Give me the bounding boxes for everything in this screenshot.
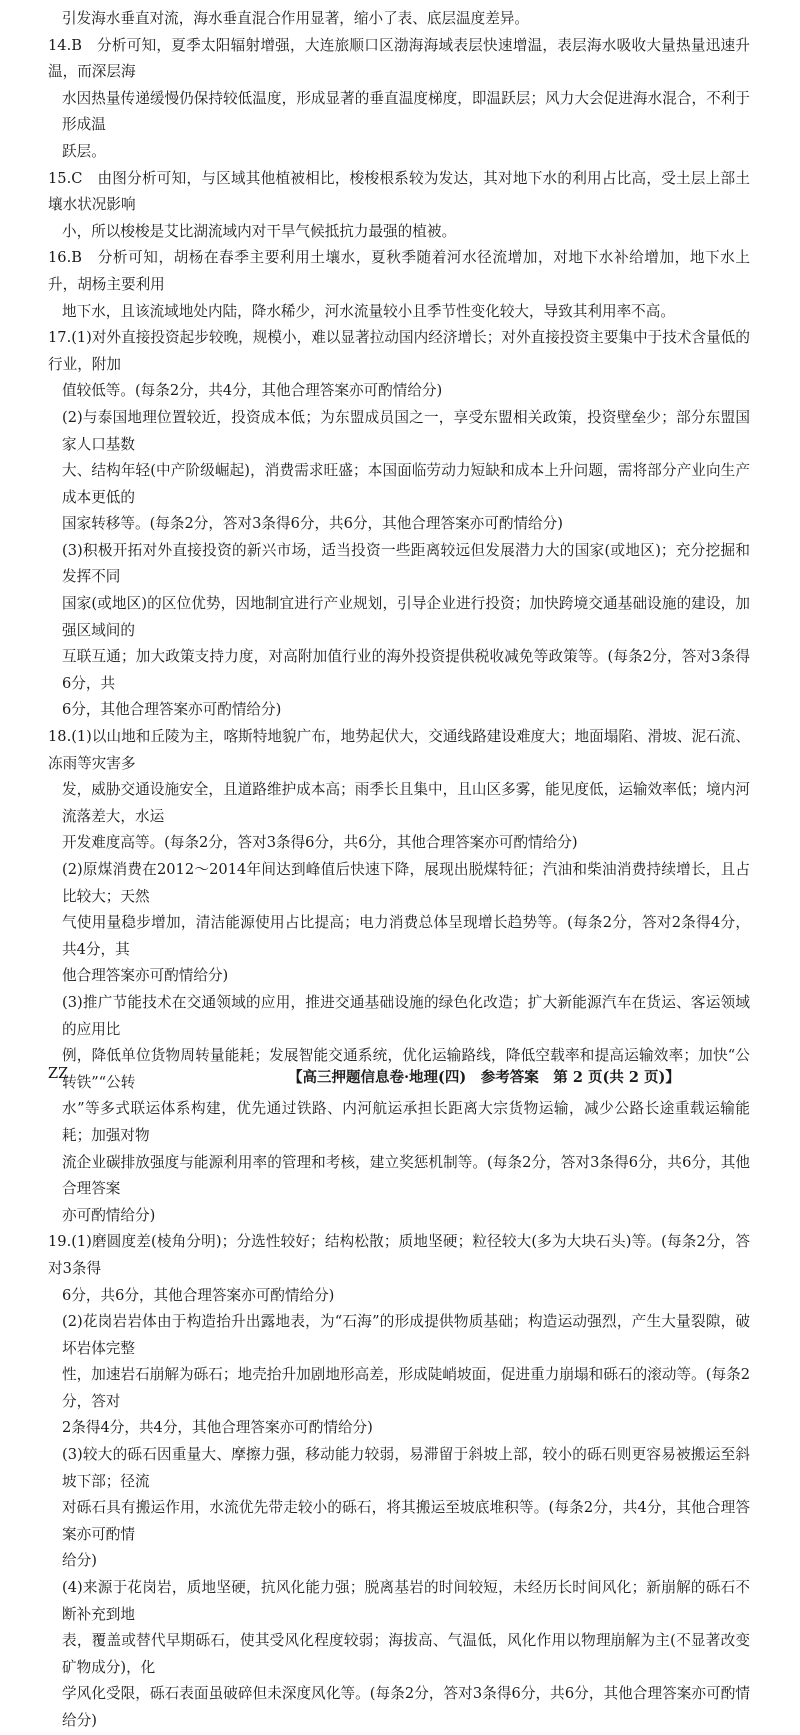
answer-line: 开发难度高等。(每条2分，答对3条得6分，共6分，其他合理答案亦可酌情给分) — [62, 834, 578, 852]
answer-line: 大、结构年轻(中产阶级崛起)，消费需求旺盛；本国面临劳动力短缺和成本上升问题，需将部分产业向生产成本更低的 — [62, 462, 750, 506]
answer-line: 跃层。 — [62, 142, 106, 160]
answer-line: 值较低等。(每条2分，共4分，其他合理答案亦可酌情给分) — [62, 382, 443, 400]
answer-line: 6分，其他合理答案亦可酌情给分) — [62, 701, 282, 719]
answer-line: 发，威胁交通设施安全，且道路维护成本高；雨季长且集中，且山区多雾，能见度低，运输效率低；境内河流落差大，水运 — [62, 781, 750, 825]
answer-line: 性，加速岩石崩解为砾石；地壳抬升加剧地形高差，形成陡峭坡面，促进重力崩塌和砾石的滚动等。(每条2分，答对 — [62, 1366, 750, 1410]
answer-line: 例，降低单位货物周转量能耗；发展智能交通系统，优化运输路线，降低空载率和提高运输效率；加快“公转铁”“公转 — [62, 1047, 750, 1091]
answer-line: 学风化受限，砾石表面虽破碎但未深度风化等。(每条2分，答对3条得6分，共6分，其他合理答案亦可酌情给分) — [62, 1685, 750, 1729]
answer-line: (2)与泰国地理位置较近，投资成本低；为东盟成员国之一，享受东盟相关政策，投资壁垒少；部分东盟国家人口基数 — [62, 408, 750, 453]
answer-line: 气使用量稳步增加，清洁能源使用占比提高；电力消费总体呈现增长趋势等。(每条2分，答对2条得4分，共4分，其 — [62, 914, 750, 958]
answer-line: 互联互通；加大政策支持力度，对高附加值行业的海外投资提供税收减免等政策等。(每条2分，答对3条得6分，共 — [62, 648, 750, 692]
answer-line: 国家转移等。(每条2分，答对3条得6分，共6分，其他合理答案亦可酌情给分) — [62, 515, 563, 533]
answer-line: 亦可酌情给分) — [62, 1206, 156, 1224]
answer-line: (4)来源于花岗岩，质地坚硬，抗风化能力强；脱离基岩的时间较短，未经历长时间风化；新崩解的砾石不断补充到地 — [62, 1579, 750, 1623]
answer-line: 表，覆盖或替代早期砾石，使其受风化程度较弱；海拔高、气温低，风化作用以物理崩解为主(不显著改变矿物成分)，化 — [62, 1632, 750, 1676]
footer-title: 【高三押题信息卷·地理(四) 参考答案 第 2 页(共 2 页)】 — [288, 1069, 680, 1086]
footer-code: ZZ — [48, 1066, 69, 1082]
answer-line: (3)积极开拓对外直接投资的新兴市场，适当投资一些距离较远但发展潜力大的国家(或地区)；充分挖掘和发挥不同 — [62, 541, 750, 586]
answer-line: 14.B 分析可知，夏季太阳辐射增强，大连旅顺口区渤海海域表层快速增温，表层海水吸收大量热量迅速升温，而深层海 — [48, 36, 750, 81]
answer-line: 流企业碳排放强度与能源利用率的管理和考核，建立奖惩机制等。(每条2分，答对3条得6分，共6分，其他合理答案 — [62, 1153, 750, 1198]
answer-line: 19.(1)磨圆度差(棱角分明)；分选性较好；结构松散；质地坚硬；粒径较大(多为大块石头)等。(每条2分，答对3条得 — [48, 1233, 750, 1277]
answer-line: 18.(1)以山地和丘陵为主，喀斯特地貌广布，地势起伏大，交通线路建设难度大；地面塌陷、滑坡、泥石流、冻雨等灾害多 — [48, 728, 750, 772]
answer-line: 引发海水垂直对流，海水垂直混合作用显著，缩小了表、底层温度差异。 — [62, 10, 530, 27]
answer-line: 对砾石具有搬运作用，水流优先带走较小的砾石，将其搬运至坡底堆积等。(每条2分，共4分，其他合理答案亦可酌情 — [62, 1499, 750, 1543]
answer-line: 15.C 由图分析可知，与区域其他植被相比，梭梭根系较为发达，其对地下水的利用占比高，受土层上部土壤水状况影响 — [48, 169, 750, 214]
answer-line: 国家(或地区)的区位优势，因地制宜进行产业规划，引导企业进行投资；加快跨境交通基础设施的建设，加强区域间的 — [62, 595, 750, 639]
answer-line: (3)推广节能技术在交通领域的应用，推进交通基础设施的绿色化改造；扩大新能源汽车在货运、客运领域的应用比 — [62, 993, 750, 1038]
answer-line: 给分) — [62, 1552, 97, 1570]
answer-line: 17.(1)对外直接投资起步较晚，规模小，难以显著拉动国内经济增长；对外直接投资主要集中于技术含量低的行业，附加 — [48, 329, 750, 373]
answer-line: (2)花岗岩岩体由于构造抬升出露地表，为“石海”的形成提供物质基础；构造运动强烈，产生大量裂隙，破坏岩体完整 — [62, 1313, 750, 1357]
answer-line: 6分，共6分，其他合理答案亦可酌情给分) — [62, 1286, 335, 1304]
answer-line: 2条得4分，共4分，其他合理答案亦可酌情给分) — [62, 1419, 373, 1437]
answer-line: 水”等多式联运体系构建，优先通过铁路、内河航运承担长距离大宗货物运输，减少公路长途重载运输能耗；加强对物 — [62, 1100, 750, 1144]
answer-line: (3)较大的砾石因重量大、摩擦力强，移动能力较弱，易滞留于斜坡上部，较小的砾石则更容易被搬运至斜坡下部；径流 — [62, 1446, 750, 1490]
answer-line: 地下水，且该流域地处内陆，降水稀少，河水流量较小且季节性变化较大，导致其利用率不高。 — [62, 302, 675, 320]
answer-line: 水因热量传递缓慢仍保持较低温度，形成显著的垂直温度梯度，即温跃层；风力大会促进海水混合，不利于形成温 — [62, 89, 750, 134]
answer-line: 16.B 分析可知，胡杨在春季主要利用土壤水，夏秋季随着河水径流增加，对地下水补给增加，地下水上升，胡杨主要利用 — [48, 249, 750, 293]
answer-line: 小，所以梭梭是艾比湖流域内对干旱气候抵抗力最强的植被。 — [62, 222, 457, 240]
answer-line: (2)原煤消费在2012～2014年间达到峰值后快速下降，展现出脱煤特征；汽油和柴油消费持续增长，且占比较大；天然 — [62, 861, 750, 905]
answer-line: 他合理答案亦可酌情给分) — [62, 967, 229, 985]
